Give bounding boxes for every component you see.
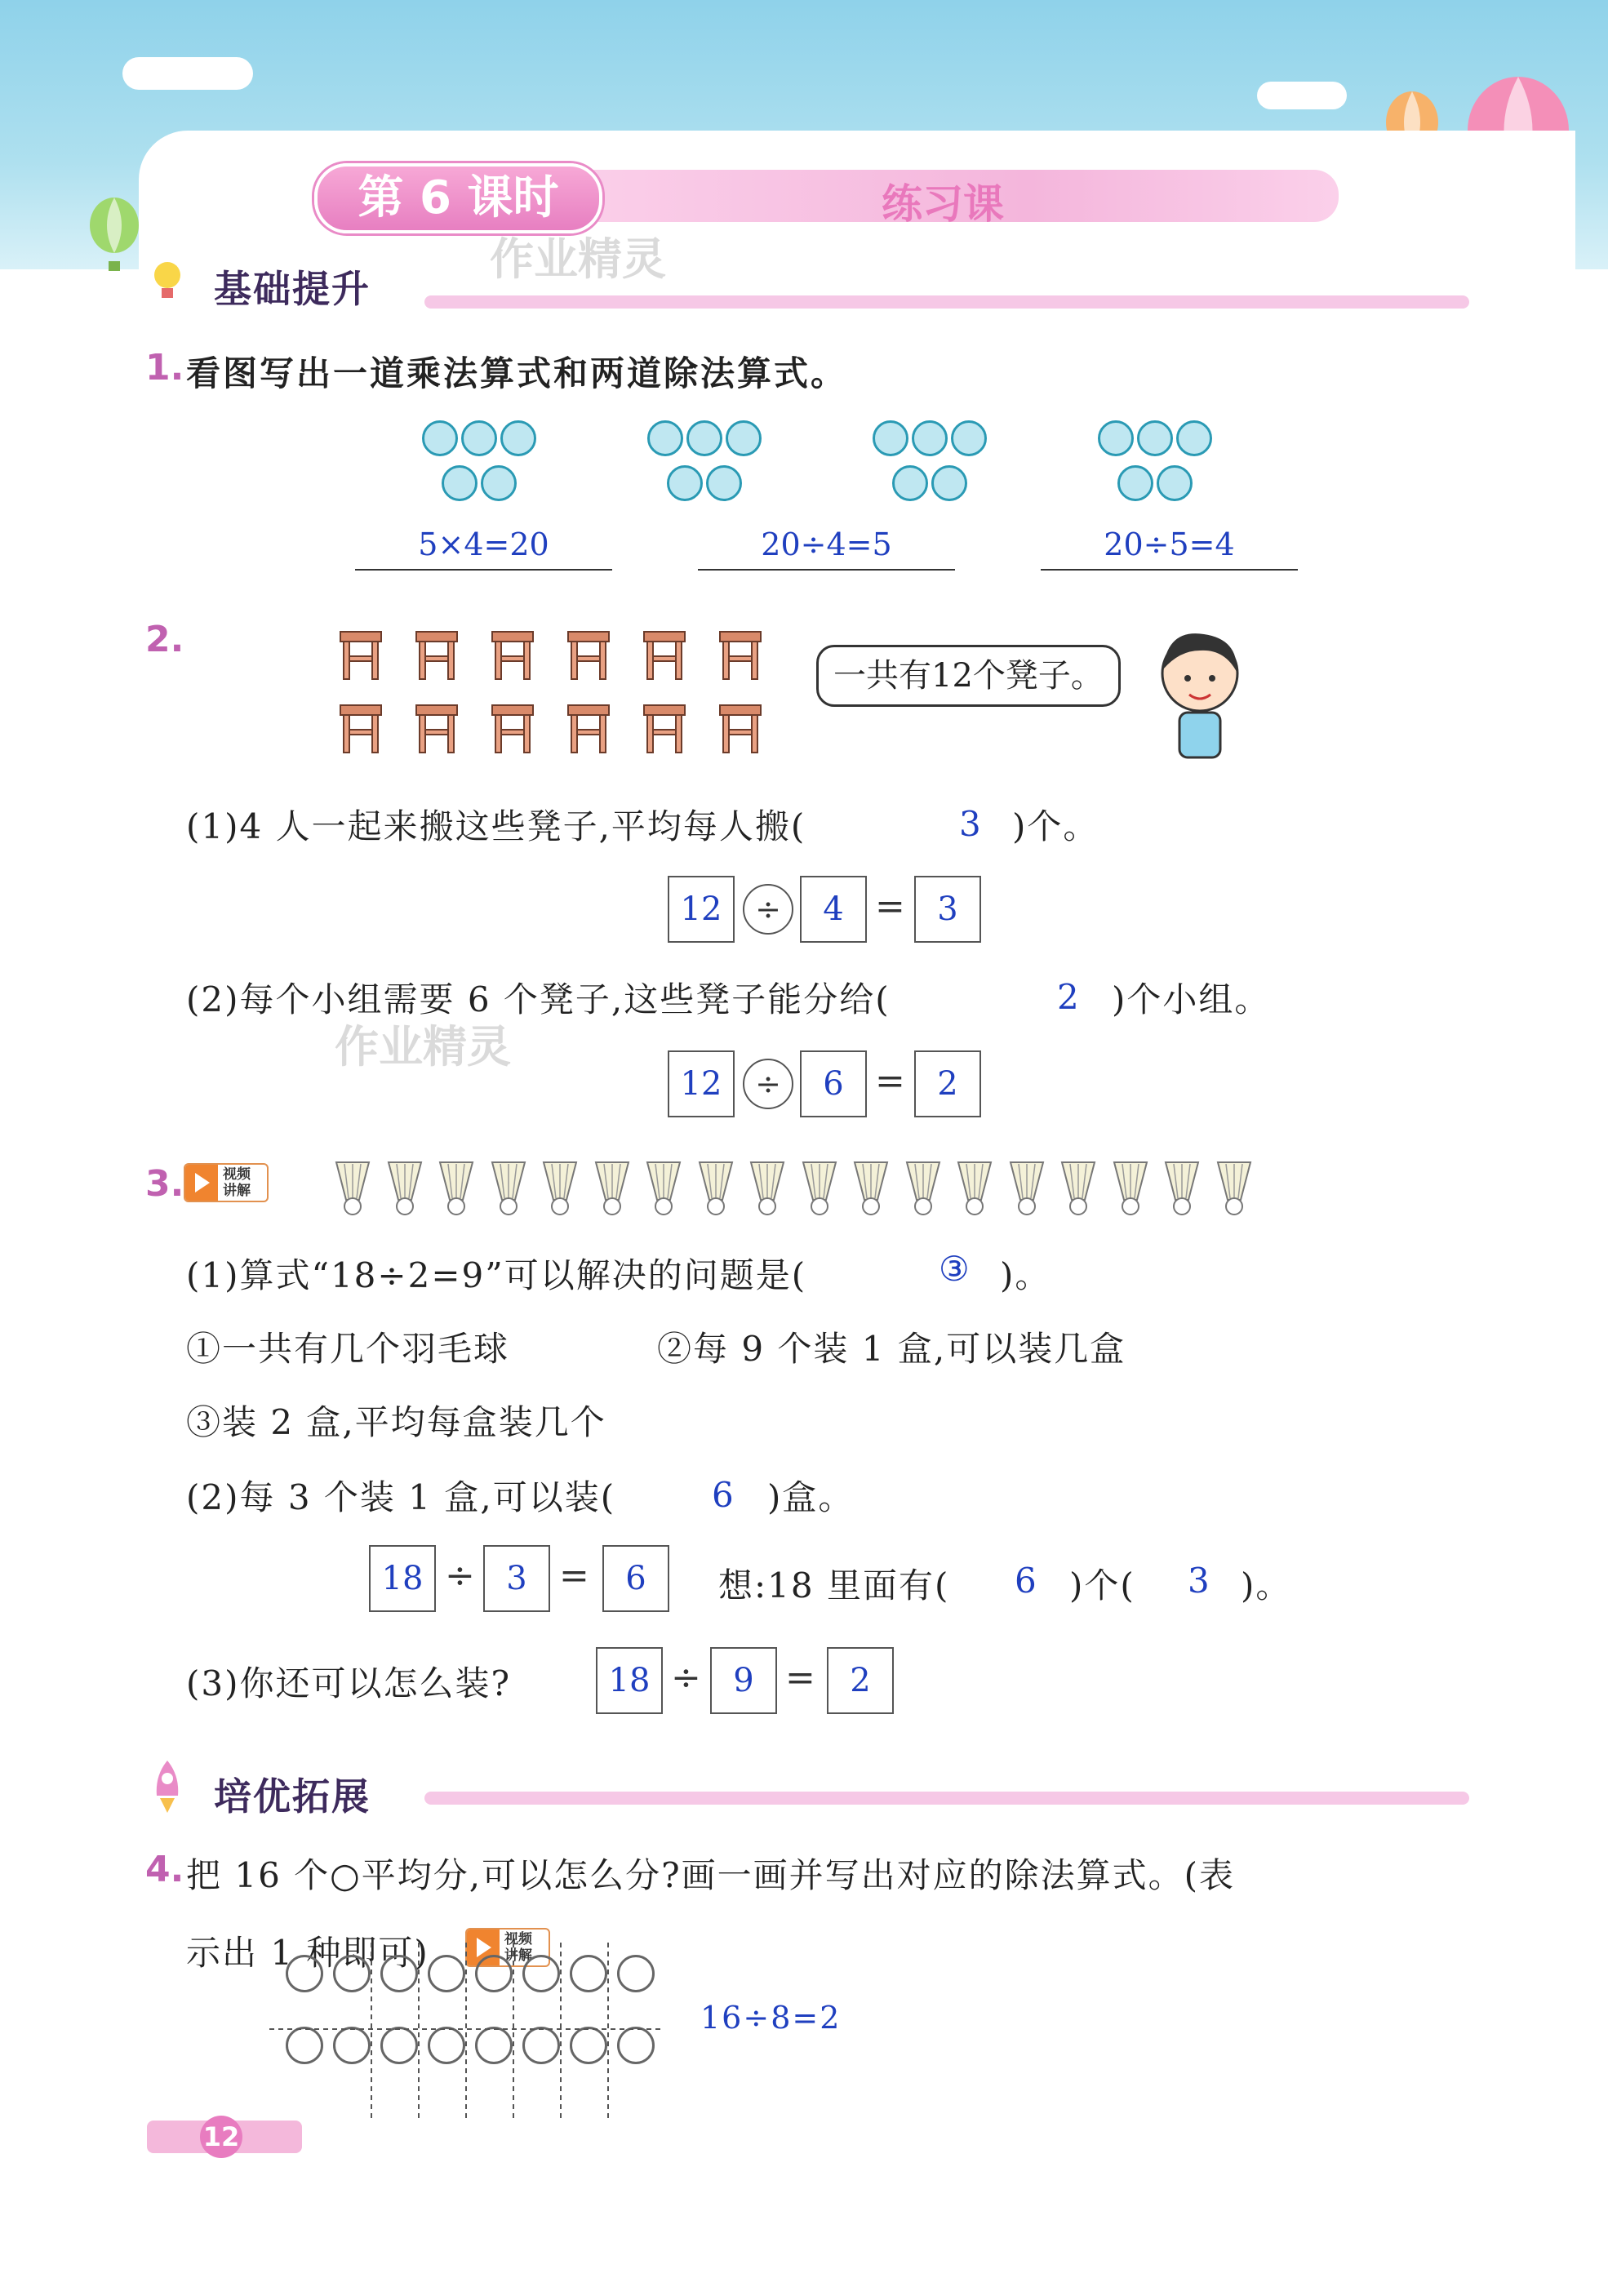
q2-part1-text-a: (1)4 人一起来搬这些凳子,平均每人搬( [186,806,806,846]
shuttlecock-icon [802,1161,837,1218]
q1-answer-3: 20÷5=4 [1041,526,1298,571]
q1-answer-1: 5×4=20 [355,526,612,571]
q2-eq2-box-c: 2 [914,1050,981,1117]
q3-number: 3. [145,1163,184,1205]
q2-eq1-box-b: 4 [800,876,867,943]
lesson-title: 第 6 课时 [314,163,602,233]
shuttlecock-icon [853,1161,889,1218]
q4-answer: 16÷8=2 [700,2000,842,2036]
bubble [912,420,948,456]
stool-icon [642,704,686,754]
bubble [686,420,722,456]
q3-part1-text-b: )。 [1000,1255,1051,1295]
q2-eq1-box-a: 12 [668,876,735,943]
q2-part2-answer: 2 [1057,977,1081,1017]
shuttlecock-icon [1060,1161,1096,1218]
q3-part2-text-b: )盒。 [767,1477,855,1517]
bubble [873,420,908,456]
rocket-icon [147,1759,188,1816]
q3-part3-text: (3)你还可以怎么装? [186,1663,512,1703]
q3-option-1: ①一共有几个羽毛球 [186,1329,510,1369]
cloud [122,57,253,90]
stool-icon [339,704,383,754]
stool-icon [718,704,762,754]
bubble [442,465,478,501]
q2-part1-answer: 3 [959,804,983,844]
q1-answer-2: 20÷4=5 [698,526,955,571]
q3-eq2-box-a: 18 [596,1647,663,1714]
shuttlecock-icon [698,1161,734,1218]
shuttlecock-icon [905,1161,941,1218]
bubble [726,420,762,456]
q2-eq1-box-c: 3 [914,876,981,943]
shuttlecock-icon [438,1161,474,1218]
q3-eq2-equals: = [785,1657,815,1699]
bubble [1157,465,1193,501]
q3-option-3: ③装 2 盒,平均每盒装几个 [186,1402,606,1442]
bubble [706,465,742,501]
bubble [647,420,683,456]
section-divider [424,1792,1469,1805]
stool-icon [642,630,686,681]
balloon-icon [82,196,147,278]
cloud [1257,82,1347,109]
q2-eq2-box-b: 6 [800,1050,867,1117]
watermark: 作业精灵 [335,1021,511,1073]
stool-icon [415,630,459,681]
q3-think-answer-1: 6 [1015,1561,1038,1601]
shuttlecock-icon [1216,1161,1252,1218]
stool-icon [339,630,383,681]
q2-part1-text-b: )个。 [1012,806,1099,846]
q4-line-2: 示出 1 种即可) [186,1933,429,1973]
shuttlecock-icon [957,1161,993,1218]
speech-bubble: 一共有12个凳子。 [816,645,1121,707]
q3-think-c: )。 [1241,1565,1292,1605]
stool-icon [491,630,535,681]
stool-icon [491,704,535,754]
shuttlecock-icon [335,1161,371,1218]
section-divider [424,295,1469,309]
shuttlecock-icon [1164,1161,1200,1218]
bubble [931,465,967,501]
bubble [461,420,497,456]
q3-eq1-equals: = [559,1555,589,1597]
shuttlecock-icon [387,1161,423,1218]
bubble [951,420,987,456]
lightbulb-icon [147,257,188,306]
q2-eq1-operator: ÷ [743,884,793,935]
q2-eq2-operator: ÷ [743,1059,793,1109]
play-icon [185,1165,218,1201]
shuttlecock-icon [594,1161,630,1218]
q3-eq1-box-c: 6 [602,1545,669,1612]
watermark: 作业精灵 [490,233,666,285]
q3-eq1-box-b: 3 [483,1545,550,1612]
bubble [1176,420,1212,456]
section-basic: 基础提升 [214,267,371,311]
page-number: 12 [200,2116,242,2158]
bubble [481,465,517,501]
q2-number: 2. [145,619,184,660]
stool-icon [415,704,459,754]
shuttlecock-icon [491,1161,526,1218]
q3-eq2-operator: ÷ [671,1657,701,1699]
bubble [892,465,928,501]
section-advanced: 培优拓展 [214,1774,371,1819]
bubble [1117,465,1153,501]
bubble [1137,420,1173,456]
lesson-type: 练习课 [882,180,1004,228]
q3-think-a: 想:18 里面有( [718,1565,950,1605]
q2-eq2-box-a: 12 [668,1050,735,1117]
shuttlecock-icon [1113,1161,1148,1218]
q4-line-1: 把 16 个○平均分,可以怎么分?画一画并写出对应的除法算式。(表 [186,1855,1236,1895]
boy-icon [1147,624,1253,763]
q3-part2-answer: 6 [712,1475,735,1515]
bubble [500,420,536,456]
shuttlecock-icon [646,1161,682,1218]
video-lecture-button[interactable] [184,1163,269,1202]
video-label: 视频讲解 [223,1166,251,1199]
q3-eq2-box-b: 9 [710,1647,777,1714]
q3-think-b: )个( [1069,1565,1135,1605]
bubble [1098,420,1134,456]
q2-eq1-equals: = [875,886,905,927]
shuttlecock-icon [1009,1161,1045,1218]
q3-eq1-operator: ÷ [445,1555,475,1597]
q2-eq2-equals: = [875,1060,905,1102]
division-dashed-lines [269,1943,661,2122]
stool-icon [566,704,611,754]
q3-think-answer-2: 3 [1188,1561,1211,1601]
shuttlecock-icon [542,1161,578,1218]
q2-part2-text-b: )个小组。 [1112,979,1271,1019]
q4-number: 4. [145,1849,184,1890]
q2-part2-text-a: (2)每个小组需要 6 个凳子,这些凳子能分给( [186,979,891,1019]
bubble [422,420,458,456]
q3-part1-text-a: (1)算式“18÷2=9”可以解决的问题是( [186,1255,807,1295]
bubble [667,465,703,501]
stool-icon [566,630,611,681]
q3-eq1-box-a: 18 [369,1545,436,1612]
q3-part1-answer: ③ [939,1249,971,1289]
q3-part2-text-a: (2)每 3 个装 1 盒,可以装( [186,1477,616,1517]
shuttlecock-icon [749,1161,785,1218]
stool-icon [718,630,762,681]
q1-text: 看图写出一道乘法算式和两道除法算式。 [186,353,848,393]
video-label: 视频讲解 [504,1931,532,1964]
q3-eq2-box-c: 2 [827,1647,894,1714]
q3-option-2: ②每 9 个装 1 盒,可以装几盒 [657,1329,1126,1369]
q1-number: 1. [145,347,184,389]
